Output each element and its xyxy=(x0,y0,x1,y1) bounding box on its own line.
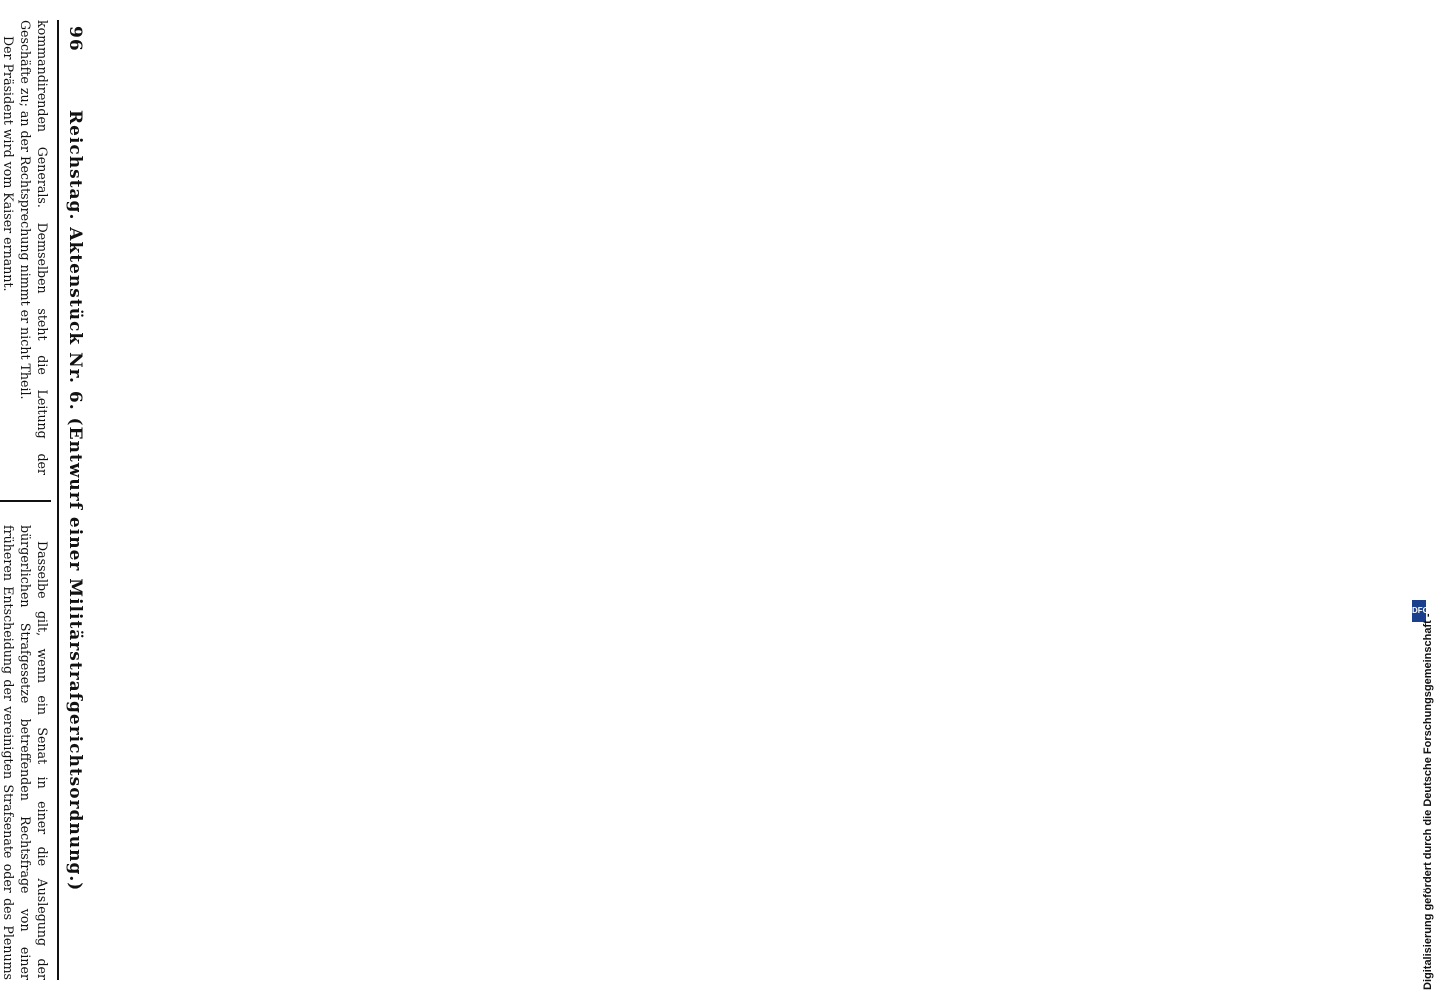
column-divider xyxy=(0,500,51,502)
dfg-logo: DFG xyxy=(1412,600,1426,622)
document-page xyxy=(0,20,85,980)
digitization-credit: Digitalisierung gefördert durch die Deutsche Forschungsgemeinschaft - xyxy=(1422,613,1434,990)
digitization-footer xyxy=(1400,600,1434,995)
paragraph: kommandirenden Generals. Demselben steht die Leitung der Geschäfte zu; an der Rechtsprechung nimmt er nicht Theil. xyxy=(17,20,50,475)
page-title: Reichstag. Aktenstück Nr. 6. (Entwurf einer Militärstrafgerichtsordnung.) xyxy=(65,110,85,892)
paragraph: Der Präsident wird vom Kaiser ernannt. xyxy=(0,36,16,292)
left-column xyxy=(0,20,51,475)
right-column xyxy=(0,525,51,980)
page-header xyxy=(57,20,85,980)
page-number: 96 xyxy=(65,26,85,52)
paragraph: Dasselbe gilt, wenn ein Senat in einer die Auslegung der bürgerlichen Strafgesetze betreffenden Rechtsfrage von einer früheren Entscheidung der vereinigten Strafsenate oder des Plenums xyxy=(0,525,50,980)
